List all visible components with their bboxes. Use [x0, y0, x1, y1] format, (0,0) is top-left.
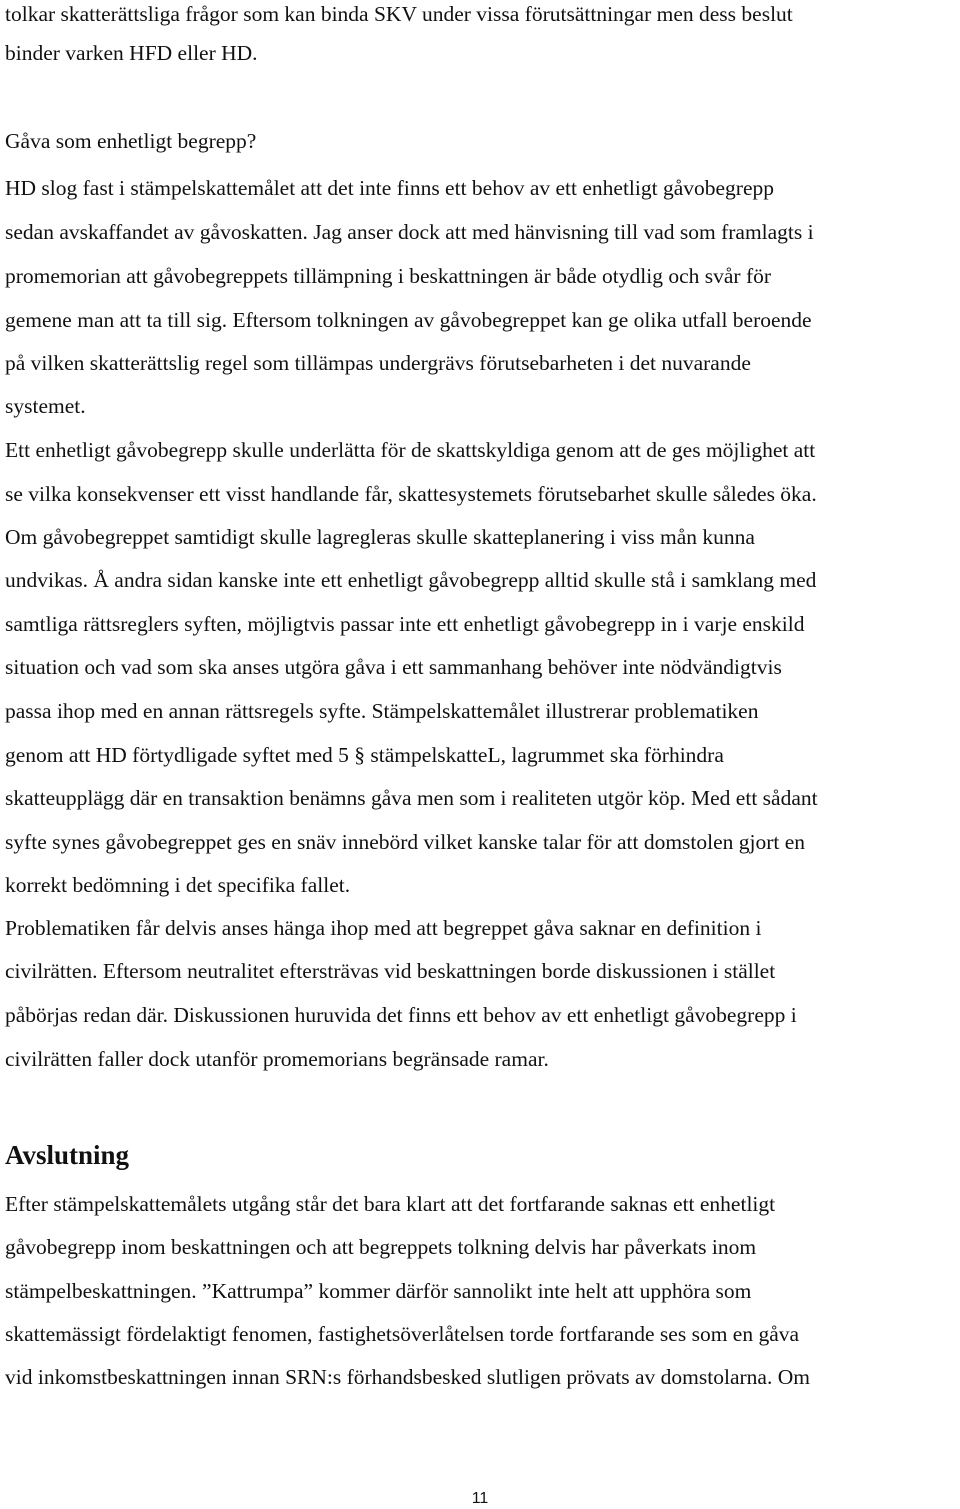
- text-line: promemorian att gåvobegreppets tillämpning i beskattningen är både otydlig och svår för: [5, 264, 772, 288]
- text-line: HD slog fast i stämpelskattemålet att det inte finns ett behov av ett enhetligt gåvobegrepp: [5, 176, 775, 200]
- text-line: genom att HD förtydligade syftet med 5 § stämpelskatteL, lagrummet ska förhindra: [5, 743, 724, 767]
- text-line: vid inkomstbeskattningen innan SRN:s förhandsbesked slutligen prövats av domstolarna. Om: [5, 1365, 810, 1389]
- text-line: syfte synes gåvobegreppet ges en snäv innebörd vilket kanske talar för att domstolen gjort en: [5, 830, 806, 854]
- text-line: passa ihop med en annan rättsregels syfte. Stämpelskattemålet illustrerar problematiken: [5, 699, 759, 723]
- text-line: sedan avskaffandet av gåvoskatten. Jag anser dock att med hänvisning till vad som framlagts i: [5, 220, 814, 244]
- text-line: systemet.: [5, 394, 86, 418]
- text-line: på vilken skatterättslig regel som tillämpas undergrävs förutsebarheten i det nuvarande: [5, 351, 751, 375]
- text-line: situation och vad som ska anses utgöra gåva i ett sammanhang behöver inte nödvändigtvis: [5, 655, 782, 679]
- section-heading: Avslutning: [5, 1140, 130, 1170]
- text-line: civilrätten faller dock utanför promemorians begränsade ramar.: [5, 1047, 549, 1071]
- text-line: Ett enhetligt gåvobegrepp skulle underlätta för de skattskyldiga genom att de ges möjlighet att: [5, 438, 816, 462]
- text-line: undvikas. Å andra sidan kanske inte ett enhetligt gåvobegrepp alltid skulle stå i samklang med: [5, 568, 817, 592]
- page-number: 11: [471, 1490, 489, 1507]
- text-line: samtliga rättsreglers syften, möjligtvis passar inte ett enhetligt gåvobegrepp in i varje enskild: [5, 612, 805, 636]
- text-line: binder varken HFD eller HD.: [5, 41, 258, 65]
- text-line: korrekt bedömning i det specifika fallet.: [5, 873, 351, 897]
- text-line: skattemässigt fördelaktigt fenomen, fastighetsöverlåtelsen torde fortfarande ses som en gåva: [5, 1322, 800, 1346]
- text-line: Efter stämpelskattemålets utgång står det bara klart att det fortfarande saknas ett enhetligt: [5, 1192, 776, 1216]
- text-line: tolkar skatterättsliga frågor som kan binda SKV under vissa förutsättningar men dess beslut: [5, 2, 793, 26]
- text-line: gemene man att ta till sig. Eftersom tolkningen av gåvobegreppet kan ge olika utfall beroende: [5, 308, 812, 332]
- text-line: stämpelbeskattningen. ”Kattrumpa” kommer därför sannolikt inte helt att upphöra som: [5, 1279, 752, 1303]
- text-line: Gåva som enhetligt begrepp?: [5, 129, 257, 153]
- text-line: civilrätten. Eftersom neutralitet eftersträvas vid beskattningen borde diskussionen i stället: [5, 959, 776, 983]
- text-line: skatteupplägg där en transaktion benämns gåva men som i realiteten utgör köp. Med ett sådant: [5, 786, 818, 810]
- text-line: gåvobegrepp inom beskattningen och att begreppets tolkning delvis har påverkats inom: [5, 1235, 757, 1259]
- text-line: se vilka konsekvenser ett visst handlande får, skattesystemets förutsebarhet skulle således öka.: [5, 482, 817, 506]
- text-line: påbörjas redan där. Diskussionen huruvida det finns ett behov av ett enhetligt gåvobegrepp i: [5, 1003, 797, 1027]
- text-line: Problematiken får delvis anses hänga ihop med att begreppet gåva saknar en definition i: [5, 916, 762, 940]
- text-line: Om gåvobegreppet samtidigt skulle lagregleras skulle skatteplanering i viss mån kunna: [5, 525, 755, 549]
